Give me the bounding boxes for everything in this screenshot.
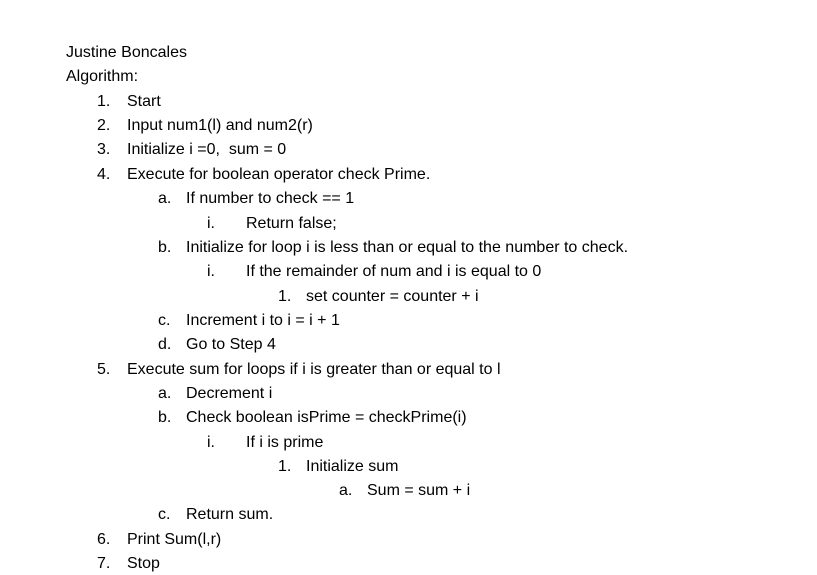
list-item [0,311,817,331]
list-item-text: Return sum. [186,506,274,523]
list-marker: 6. [97,531,111,548]
list-marker: 1. [278,288,292,305]
list-marker: 2. [97,117,111,134]
algorithm-heading: Algorithm: [66,68,139,85]
list-item-text: Go to Step 4 [186,336,276,353]
list-marker: d. [158,336,172,353]
list-item-text: set counter = counter + i [306,288,479,305]
list-marker: 1. [278,458,292,475]
list-item [0,92,817,112]
list-item-text: If the remainder of num and i is equal to 0 [246,263,542,280]
list-marker: b. [158,239,172,256]
list-item-text: If number to check == 1 [186,190,355,207]
list-marker: a. [339,482,353,499]
list-item-text: Return false; [246,215,337,232]
list-item [0,214,817,234]
list-item-text: Decrement i [186,385,273,402]
list-item [0,505,817,525]
list-item-text: Initialize i =0, sum = 0 [127,141,287,158]
list-item-text: Initialize for loop i is less than or equal to the number to check. [186,239,629,256]
list-item [0,457,817,477]
list-marker: 4. [97,166,111,183]
list-item [0,433,817,453]
list-item [0,408,817,428]
list-marker: i. [207,263,215,280]
list-item [0,287,817,307]
list-item [0,189,817,209]
list-item-text: If i is prime [246,434,324,451]
list-item [0,481,817,501]
list-marker: c. [158,506,171,523]
list-item [0,530,817,550]
list-item-text: Execute for boolean operator check Prime. [127,166,431,183]
list-item-text: Initialize sum [306,458,399,475]
list-marker: a. [158,190,172,207]
list-item [0,554,817,574]
list-marker: 3. [97,141,111,158]
list-marker: i. [207,434,215,451]
list-item-text: Increment i to i = i + 1 [186,312,340,329]
list-item [0,360,817,380]
list-marker: 5. [97,361,111,378]
list-item [0,262,817,282]
list-item-text: Print Sum(l,r) [127,531,222,548]
list-item-text: Check boolean isPrime = checkPrime(i) [186,409,467,426]
list-item-text: Execute sum for loops if i is greater than or equal to l [127,361,501,378]
list-item-text: Start [127,93,161,110]
list-item-text: Stop [127,555,160,572]
list-marker: i. [207,215,215,232]
list-item [0,335,817,355]
list-marker: 1. [97,93,111,110]
list-marker: b. [158,409,172,426]
list-item [0,140,817,160]
list-item-text: Input num1(l) and num2(r) [127,117,313,134]
list-item [0,384,817,404]
list-item-text: Sum = sum + i [367,482,471,499]
list-marker: c. [158,312,171,329]
list-item [0,165,817,185]
list-marker: 7. [97,555,111,572]
list-item [0,116,817,136]
list-item [0,238,817,258]
author-name: Justine Boncales [66,44,187,61]
list-marker: a. [158,385,172,402]
